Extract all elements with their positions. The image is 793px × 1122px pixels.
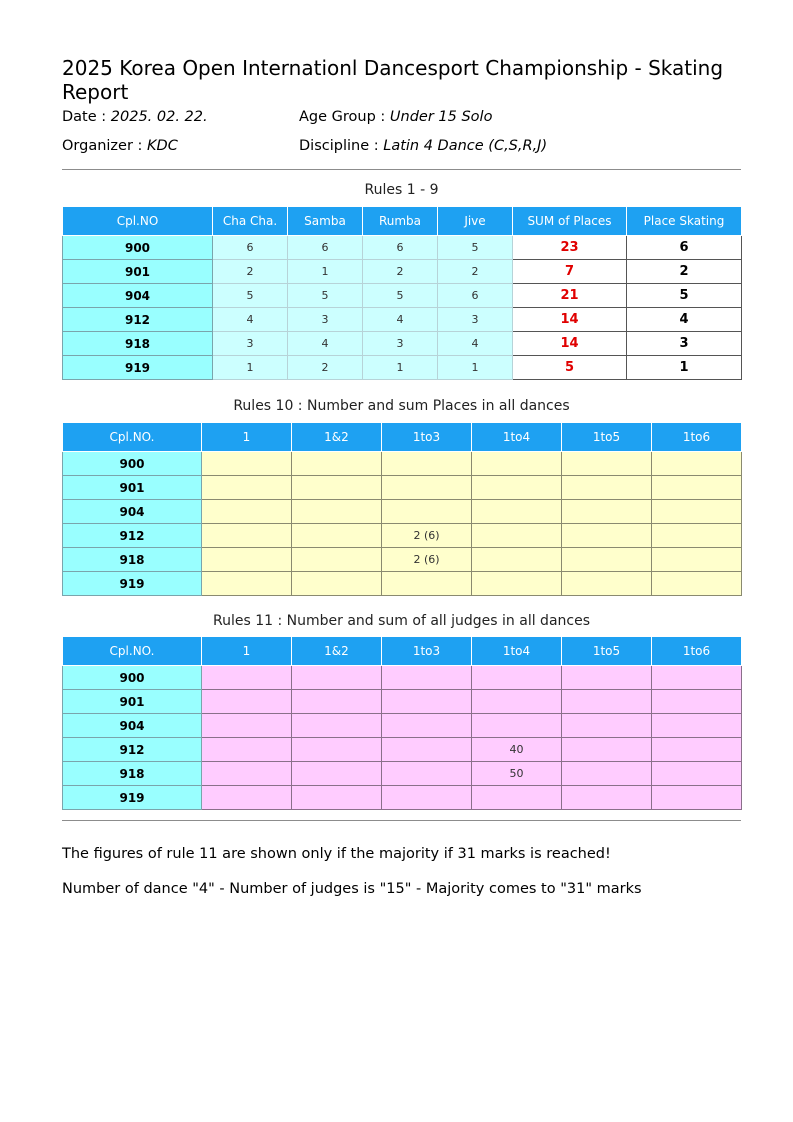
table-cell: [382, 690, 472, 714]
column-header: 1to3: [382, 423, 472, 452]
table-row: [63, 284, 742, 308]
table-cell: [472, 476, 562, 500]
organizer-value: KDC: [147, 138, 178, 154]
table-cell: [292, 690, 382, 714]
table-cell: [562, 452, 652, 476]
couple-number-cell: 918: [63, 548, 202, 572]
couple-number-cell: 919: [63, 786, 202, 810]
table-cell: 2: [213, 260, 288, 284]
rules-11-title: Rules 11 : Number and sum of all judges in all dances: [213, 613, 590, 629]
column-header: 1to4: [472, 423, 562, 452]
table-cell: 5: [363, 284, 438, 308]
table-cell: [652, 524, 742, 548]
table-cell: [202, 500, 292, 524]
couple-number-cell: 900: [63, 666, 202, 690]
header-row: [63, 637, 742, 666]
couple-number-cell: 912: [63, 524, 202, 548]
table-cell: [652, 786, 742, 810]
discipline-field: [299, 137, 547, 155]
discipline-value: Latin 4 Dance (C,S,R,J): [383, 138, 548, 154]
table-cell: [382, 714, 472, 738]
rules-10-title: Rules 10 : Number and sum Places in all dances: [233, 398, 570, 414]
table-row: [63, 500, 742, 524]
table-cell: [652, 762, 742, 786]
table-cell: 14: [513, 308, 627, 332]
table-cell: 3: [288, 308, 363, 332]
column-header: 1to5: [562, 637, 652, 666]
table-cell: 4: [363, 308, 438, 332]
table-cell: [382, 572, 472, 596]
table-cell: 1: [288, 260, 363, 284]
rules-1-9-title: Rules 1 - 9: [364, 182, 439, 198]
table-cell: 4: [438, 332, 513, 356]
table-cell: [472, 524, 562, 548]
table-cell: [292, 548, 382, 572]
date-label: Date :: [62, 109, 107, 125]
couple-number-cell: 918: [63, 332, 213, 356]
table-cell: 6: [627, 236, 742, 260]
table-row: [63, 260, 742, 284]
table-cell: [562, 524, 652, 548]
table-cell: [382, 500, 472, 524]
table-cell: [382, 786, 472, 810]
couple-number-cell: 900: [63, 236, 213, 260]
table-cell: 2: [438, 260, 513, 284]
table-cell: [382, 666, 472, 690]
date-field: [62, 108, 208, 126]
table-cell: 1: [213, 356, 288, 380]
column-header: SUM of Places: [513, 207, 627, 236]
organizer-label: Organizer :: [62, 138, 143, 154]
table-cell: 5: [438, 236, 513, 260]
table-cell: 6: [438, 284, 513, 308]
table-cell: [562, 738, 652, 762]
table-cell: [292, 762, 382, 786]
table-cell: 4: [288, 332, 363, 356]
table-cell: 3: [627, 332, 742, 356]
rules-1-9-table: [62, 206, 742, 380]
table-cell: [202, 452, 292, 476]
column-header: 1: [202, 637, 292, 666]
table-cell: [382, 452, 472, 476]
couple-number-cell: 904: [63, 714, 202, 738]
table-cell: [472, 548, 562, 572]
couple-number-cell: 901: [63, 260, 213, 284]
table-cell: [562, 714, 652, 738]
table-cell: [292, 666, 382, 690]
rules-10-table: [62, 422, 742, 596]
header-divider: [62, 169, 741, 170]
table-cell: [472, 452, 562, 476]
table-cell: 40: [472, 738, 562, 762]
table-row: [63, 666, 742, 690]
table-cell: [652, 572, 742, 596]
couple-number-cell: 912: [63, 308, 213, 332]
table-cell: 2: [627, 260, 742, 284]
table-cell: [652, 548, 742, 572]
column-header: 1&2: [292, 637, 382, 666]
table-cell: 21: [513, 284, 627, 308]
age-group-value: Under 15 Solo: [389, 109, 493, 125]
table-cell: [202, 524, 292, 548]
table-cell: [202, 548, 292, 572]
table-cell: 7: [513, 260, 627, 284]
age-group-field: [299, 108, 492, 126]
majority-note: The figures of rule 11 are shown only if the majority if 31 marks is reached!: [62, 846, 611, 862]
table-cell: 3: [363, 332, 438, 356]
couple-number-cell: 901: [63, 476, 202, 500]
column-header: Place Skating: [627, 207, 742, 236]
couple-number-cell: 901: [63, 690, 202, 714]
column-header: Cpl.NO.: [63, 423, 202, 452]
table-row: [63, 762, 742, 786]
table-cell: 2: [363, 260, 438, 284]
age-group-label: Age Group :: [299, 109, 386, 125]
table-cell: [202, 690, 292, 714]
couple-number-cell: 919: [63, 572, 202, 596]
table-cell: 3: [438, 308, 513, 332]
couple-number-cell: 919: [63, 356, 213, 380]
table-row: [63, 786, 742, 810]
table-row: [63, 738, 742, 762]
column-header: 1to6: [652, 637, 742, 666]
table-row: [63, 572, 742, 596]
table-row: [63, 524, 742, 548]
table-cell: [652, 476, 742, 500]
table-cell: [292, 476, 382, 500]
page-title: 2025 Korea Open Internationl Dancesport Championship - Skating Report: [62, 56, 724, 104]
table-cell: [202, 762, 292, 786]
organizer-field: [62, 137, 178, 155]
table-cell: 5: [213, 284, 288, 308]
table-cell: [652, 452, 742, 476]
couple-number-cell: 918: [63, 762, 202, 786]
table-cell: [562, 762, 652, 786]
header-row: [63, 207, 742, 236]
column-header: 1: [202, 423, 292, 452]
table-cell: [292, 524, 382, 548]
table-cell: [382, 738, 472, 762]
column-header: 1to6: [652, 423, 742, 452]
column-header: Cpl.NO.: [63, 637, 202, 666]
column-header: Cha Cha.: [213, 207, 288, 236]
table-cell: [472, 714, 562, 738]
table-row: [63, 714, 742, 738]
table-cell: [292, 452, 382, 476]
table-cell: [202, 714, 292, 738]
table-cell: [472, 572, 562, 596]
table-cell: [382, 476, 472, 500]
table-cell: [652, 714, 742, 738]
column-header: 1to4: [472, 637, 562, 666]
table-cell: 50: [472, 762, 562, 786]
table-cell: 6: [363, 236, 438, 260]
column-header: 1to3: [382, 637, 472, 666]
table-cell: [202, 666, 292, 690]
table-cell: [382, 762, 472, 786]
table-cell: [202, 476, 292, 500]
table-cell: [652, 666, 742, 690]
column-header: Cpl.NO: [63, 207, 213, 236]
column-header: 1&2: [292, 423, 382, 452]
table-cell: 6: [213, 236, 288, 260]
table-cell: [562, 500, 652, 524]
table-cell: 14: [513, 332, 627, 356]
table-cell: 1: [627, 356, 742, 380]
table-cell: [652, 738, 742, 762]
table-cell: 3: [213, 332, 288, 356]
date-value: 2025. 02. 22.: [110, 109, 208, 125]
table-cell: [562, 690, 652, 714]
column-header: Jive: [438, 207, 513, 236]
table-row: [63, 548, 742, 572]
table-cell: [202, 738, 292, 762]
table-cell: [652, 690, 742, 714]
table-cell: 1: [438, 356, 513, 380]
table-cell: [292, 500, 382, 524]
table-cell: [562, 548, 652, 572]
discipline-label: Discipline :: [299, 138, 379, 154]
table-cell: [562, 572, 652, 596]
table-row: [63, 236, 742, 260]
table-row: [63, 476, 742, 500]
table-cell: [292, 738, 382, 762]
table-cell: 5: [627, 284, 742, 308]
table-row: [63, 690, 742, 714]
column-header: Rumba: [363, 207, 438, 236]
table-cell: 2 (6): [382, 524, 472, 548]
table-row: [63, 452, 742, 476]
couple-number-cell: 912: [63, 738, 202, 762]
table-cell: [472, 666, 562, 690]
table-row: [63, 356, 742, 380]
table-cell: [472, 690, 562, 714]
table-row: [63, 308, 742, 332]
table-cell: 1: [363, 356, 438, 380]
column-header: Samba: [288, 207, 363, 236]
table-cell: [472, 786, 562, 810]
table-cell: 5: [513, 356, 627, 380]
header-row: [63, 423, 742, 452]
rules-11-table: [62, 636, 742, 810]
table-cell: 5: [288, 284, 363, 308]
couple-number-cell: 900: [63, 452, 202, 476]
judges-note: Number of dance "4" - Number of judges is "15" - Majority comes to "31" marks: [62, 881, 642, 897]
table-cell: 2: [288, 356, 363, 380]
table-cell: 23: [513, 236, 627, 260]
table-cell: [562, 476, 652, 500]
footer-divider: [62, 820, 741, 821]
table-cell: 4: [627, 308, 742, 332]
table-cell: [292, 786, 382, 810]
table-cell: [472, 500, 562, 524]
table-row: [63, 332, 742, 356]
couple-number-cell: 904: [63, 500, 202, 524]
table-cell: [562, 666, 652, 690]
table-cell: 2 (6): [382, 548, 472, 572]
table-cell: 6: [288, 236, 363, 260]
table-cell: [292, 714, 382, 738]
table-cell: [292, 572, 382, 596]
table-cell: [202, 786, 292, 810]
column-header: 1to5: [562, 423, 652, 452]
table-cell: [652, 500, 742, 524]
table-cell: [562, 786, 652, 810]
table-cell: [202, 572, 292, 596]
couple-number-cell: 904: [63, 284, 213, 308]
table-cell: 4: [213, 308, 288, 332]
